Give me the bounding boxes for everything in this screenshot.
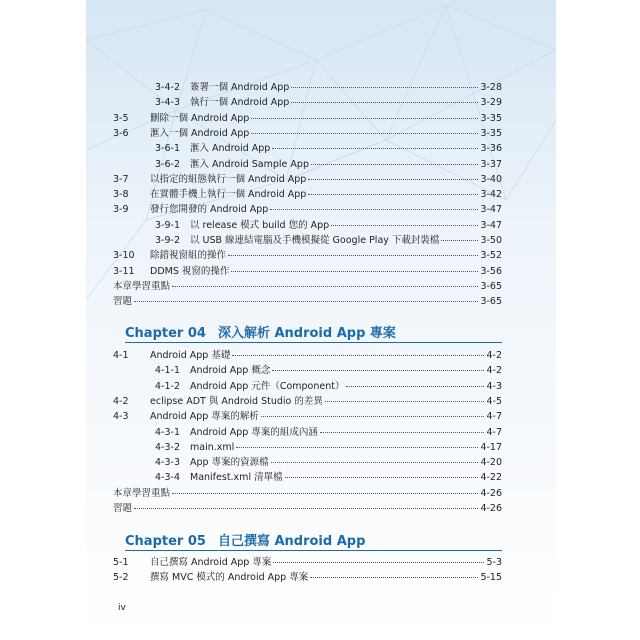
entry-number: 3-6	[113, 127, 129, 139]
dot-leader	[320, 432, 485, 433]
toc-entry[interactable]	[113, 128, 502, 140]
dot-leader	[291, 102, 478, 103]
entry-page: 3-28	[480, 82, 502, 93]
entry-page: 4-7	[486, 426, 502, 438]
dot-leader	[270, 209, 478, 210]
entry-number: 4-3	[113, 411, 129, 423]
toc-entry[interactable]	[155, 82, 502, 94]
toc-entry[interactable]	[113, 281, 502, 293]
entry-title: 執行一個 Android App	[190, 97, 290, 109]
entry-title: 發行您開發的 Android App	[150, 204, 269, 216]
entry-number: 5-2	[113, 572, 129, 584]
entry-number: 3-7	[113, 173, 129, 185]
entry-page: 4-2	[486, 350, 502, 361]
entry-number: 4-2	[113, 395, 129, 407]
dot-leader	[346, 386, 484, 387]
toc-entry[interactable]	[113, 350, 502, 362]
entry-page: 4-3	[486, 380, 502, 392]
dot-leader	[134, 301, 478, 302]
toc-entry[interactable]	[155, 427, 502, 439]
entry-page: 3-52	[480, 250, 502, 262]
entry-page: 4-5	[486, 395, 502, 407]
entry-number: 4-1-1	[155, 365, 180, 377]
dot-leader	[272, 148, 478, 149]
entry-page: 4-26	[480, 487, 502, 499]
entry-title: 本章學習重點	[113, 280, 171, 292]
toc-entry[interactable]	[113, 572, 502, 584]
entry-title: 自己撰寫 Android App 專案	[150, 557, 272, 568]
dot-leader	[325, 401, 485, 402]
entry-page: 3-65	[480, 280, 502, 292]
entry-number: 4-1-2	[155, 380, 180, 392]
entry-title: eclipse ADT 與 Android Studio 的差異	[150, 395, 323, 407]
entry-page: 4-17	[480, 441, 502, 453]
entry-page: 3-29	[480, 97, 502, 109]
entry-title: 以指定的組態執行一個 Android App	[150, 173, 307, 185]
toc-entry[interactable]	[113, 250, 502, 262]
entry-number: 3-4-2	[155, 82, 180, 93]
dot-leader	[308, 179, 478, 180]
entry-number: 5-1	[113, 557, 129, 568]
entry-title: 刪除一個 Android App	[150, 112, 250, 124]
dot-leader	[251, 118, 478, 119]
entry-title: App 專案的資源檔	[190, 457, 269, 469]
entry-page: 4-7	[486, 411, 502, 423]
entry-title: 在實體手機上執行一個 Android App	[150, 189, 307, 201]
dot-leader	[331, 225, 478, 226]
dot-leader	[228, 255, 478, 256]
entry-page: 3-42	[480, 189, 502, 201]
toc-entry[interactable]	[113, 396, 502, 408]
toc-entry[interactable]	[155, 97, 502, 109]
toc-entry[interactable]	[155, 235, 502, 247]
dot-leader	[272, 370, 484, 371]
toc-entry[interactable]	[155, 220, 502, 232]
entry-page: 5-15	[480, 572, 502, 584]
entry-page: 4-20	[480, 457, 502, 469]
entry-title: 以 USB 線連結電腦及手機模擬從 Google Play 下載封裝檔	[190, 235, 440, 246]
entry-page: 3-36	[480, 143, 502, 155]
entry-page: 4-26	[480, 503, 502, 514]
dot-leader	[236, 447, 478, 448]
toc-entry[interactable]	[113, 189, 502, 201]
entry-number: 3-9-1	[155, 219, 180, 231]
entry-page: 4-2	[486, 365, 502, 377]
entry-title: main.xml	[190, 441, 235, 453]
toc-entry[interactable]	[155, 381, 502, 393]
entry-title: 滙入一個 Android App	[150, 127, 250, 139]
entry-title: Android App 元件（Component）	[190, 380, 345, 392]
toc-entry[interactable]	[155, 365, 502, 377]
dot-leader	[261, 416, 485, 417]
entry-title: Android App 概念	[190, 365, 271, 377]
entry-page: 3-56	[480, 265, 502, 277]
dot-leader	[172, 493, 478, 494]
dot-leader	[291, 87, 478, 88]
entry-page: 3-47	[480, 219, 502, 231]
chapter-label: Chapter 05	[125, 534, 206, 549]
entry-title: 以 release 模式 build 您的 App	[190, 219, 330, 231]
toc-entry[interactable]	[113, 557, 502, 569]
dot-leader	[441, 240, 478, 241]
entry-page: 3-47	[480, 204, 502, 216]
toc-entry[interactable]	[155, 472, 502, 484]
chapter-heading	[125, 322, 396, 341]
toc-entry[interactable]	[113, 411, 502, 423]
toc-entry[interactable]	[155, 442, 502, 454]
entry-title: 撰寫 MVC 模式的 Android App 專案	[150, 572, 309, 584]
entry-number: 3-9	[113, 204, 129, 216]
entry-number: 3-8	[113, 189, 129, 201]
entry-title: 滙入 Android Sample App	[190, 158, 309, 170]
entry-number: 3-9-2	[155, 235, 180, 246]
entry-number: 3-11	[113, 265, 135, 277]
chapter-rule	[125, 550, 502, 551]
chapter-title: 深入解析 Android App 專案	[217, 326, 396, 341]
entry-title: Android App 基礎	[150, 350, 231, 361]
page-number: iv	[118, 603, 126, 613]
entry-title: DDMS 視窗的操作	[150, 265, 230, 277]
toc-entry[interactable]	[155, 159, 502, 171]
entry-number: 3-5	[113, 112, 129, 124]
entry-page: 3-50	[480, 235, 502, 246]
toc-entry[interactable]	[113, 503, 502, 515]
entry-number: 4-3-1	[155, 426, 180, 438]
entry-page: 4-22	[480, 472, 502, 484]
toc-entry[interactable]	[155, 143, 502, 155]
entry-page: 3-35	[480, 127, 502, 139]
entry-page: 3-37	[480, 158, 502, 170]
entry-number: 4-3-4	[155, 472, 180, 484]
entry-title: 滙入 Android App	[190, 143, 271, 155]
entry-title: 除錯視窗組的操作	[150, 250, 227, 262]
entry-number: 3-10	[113, 250, 135, 262]
dot-leader	[310, 577, 478, 578]
entry-title: 本章學習重點	[113, 487, 171, 499]
entry-title: 習題	[113, 296, 133, 308]
dot-leader	[232, 355, 484, 356]
entry-number: 3-4-3	[155, 97, 180, 109]
dot-leader	[285, 477, 479, 478]
entry-title: Android App 專案的解析	[150, 411, 259, 423]
entry-page: 3-35	[480, 112, 502, 124]
entry-page: 3-40	[480, 173, 502, 185]
chapter-rule	[125, 342, 502, 343]
entry-page: 5-3	[486, 557, 502, 568]
chapter-title: 自己撰寫 Android App	[217, 534, 366, 549]
toc-entry[interactable]	[113, 488, 502, 500]
toc-entry[interactable]	[113, 266, 502, 278]
entry-title: 習題	[113, 503, 133, 514]
entry-title: Android App 專案的組成內涵	[190, 426, 318, 438]
dot-leader	[271, 462, 479, 463]
toc-entry[interactable]	[155, 457, 502, 469]
dot-leader	[231, 271, 478, 272]
dot-leader	[308, 194, 478, 195]
dot-leader	[273, 562, 484, 563]
toc-entry[interactable]	[113, 174, 502, 186]
entry-number: 3-6-2	[155, 158, 180, 170]
toc-entry[interactable]	[113, 113, 502, 125]
entry-title: Manifest.xml 清單檔	[190, 472, 283, 484]
toc-entry[interactable]	[113, 296, 502, 308]
toc-entry[interactable]	[113, 204, 502, 216]
dot-leader	[172, 286, 478, 287]
entry-number: 3-6-1	[155, 143, 180, 155]
dot-leader	[134, 508, 478, 509]
entry-number: 4-1	[113, 350, 129, 361]
entry-number: 4-3-3	[155, 457, 180, 469]
chapter-heading	[125, 530, 365, 549]
dot-leader	[251, 133, 478, 134]
entry-title: 簽署一個 Android App	[190, 82, 290, 93]
entry-number: 4-3-2	[155, 441, 180, 453]
dot-leader	[311, 164, 478, 165]
entry-page: 3-65	[480, 296, 502, 308]
chapter-label: Chapter 04	[125, 326, 206, 341]
